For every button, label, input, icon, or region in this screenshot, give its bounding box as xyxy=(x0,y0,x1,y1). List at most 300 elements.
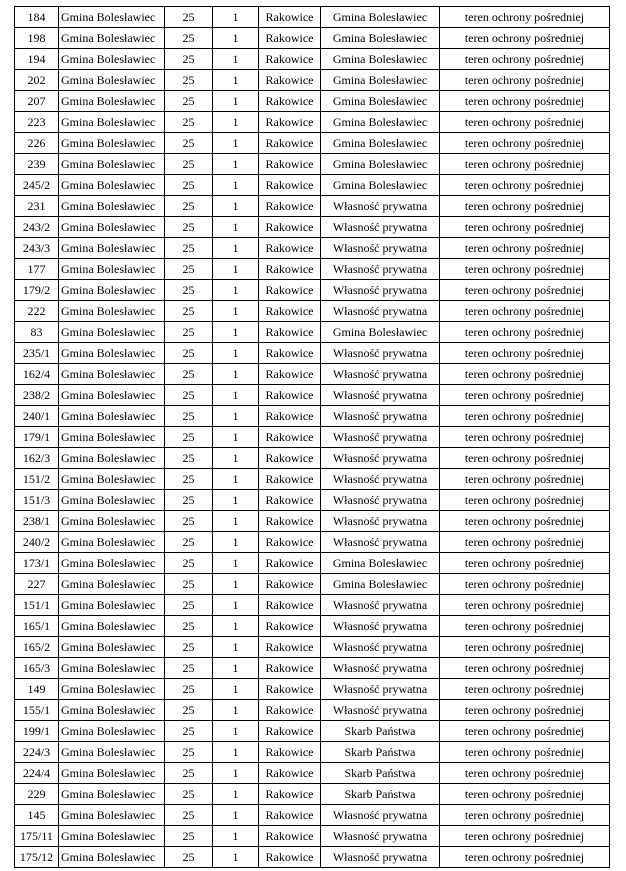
parcel-number-cell: 194 xyxy=(15,49,59,70)
parcel-number-cell: 223 xyxy=(15,112,59,133)
locality-cell: Rakowice xyxy=(259,805,321,826)
parcel-number-cell: 179/1 xyxy=(15,427,59,448)
parcel-number-cell: 177 xyxy=(15,259,59,280)
locality-cell: Rakowice xyxy=(259,154,321,175)
zone-cell: 1 xyxy=(213,847,259,868)
parcel-number-cell: 165/1 xyxy=(15,616,59,637)
protection-area-cell: teren ochrony pośredniej xyxy=(440,637,610,658)
locality-cell: Rakowice xyxy=(259,574,321,595)
locality-cell: Rakowice xyxy=(259,301,321,322)
parcel-number-cell: 151/2 xyxy=(15,469,59,490)
locality-cell: Rakowice xyxy=(259,259,321,280)
precinct-cell: 25 xyxy=(165,847,213,868)
protection-area-cell: teren ochrony pośredniej xyxy=(440,49,610,70)
locality-cell: Rakowice xyxy=(259,133,321,154)
protection-area-cell: teren ochrony pośredniej xyxy=(440,280,610,301)
parcel-number-cell: 199/1 xyxy=(15,721,59,742)
locality-cell: Rakowice xyxy=(259,175,321,196)
ownership-cell: Gmina Bolesławiec xyxy=(321,49,440,70)
table-row xyxy=(15,196,610,217)
locality-cell: Rakowice xyxy=(259,385,321,406)
zone-cell: 1 xyxy=(213,70,259,91)
precinct-cell: 25 xyxy=(165,175,213,196)
precinct-cell: 25 xyxy=(165,763,213,784)
zone-cell: 1 xyxy=(213,49,259,70)
locality-cell: Rakowice xyxy=(259,511,321,532)
municipality-cell: Gmina Bolesławiec xyxy=(59,700,165,721)
municipality-cell: Gmina Bolesławiec xyxy=(59,385,165,406)
protection-area-cell: teren ochrony pośredniej xyxy=(440,133,610,154)
protection-area-cell: teren ochrony pośredniej xyxy=(440,553,610,574)
municipality-cell: Gmina Bolesławiec xyxy=(59,616,165,637)
ownership-cell: Gmina Bolesławiec xyxy=(321,91,440,112)
ownership-cell: Własność prywatna xyxy=(321,427,440,448)
precinct-cell: 25 xyxy=(165,532,213,553)
table-row xyxy=(15,805,610,826)
precinct-cell: 25 xyxy=(165,616,213,637)
ownership-cell: Własność prywatna xyxy=(321,595,440,616)
precinct-cell: 25 xyxy=(165,322,213,343)
precinct-cell: 25 xyxy=(165,721,213,742)
parcel-number-cell: 145 xyxy=(15,805,59,826)
zone-cell: 1 xyxy=(213,154,259,175)
parcel-number-cell: 162/3 xyxy=(15,448,59,469)
protection-area-cell: teren ochrony pośredniej xyxy=(440,427,610,448)
ownership-cell: Własność prywatna xyxy=(321,511,440,532)
zone-cell: 1 xyxy=(213,7,259,28)
municipality-cell: Gmina Bolesławiec xyxy=(59,763,165,784)
table-row xyxy=(15,91,610,112)
ownership-cell: Gmina Bolesławiec xyxy=(321,154,440,175)
parcel-number-cell: 243/2 xyxy=(15,217,59,238)
table-row xyxy=(15,763,610,784)
protection-area-cell: teren ochrony pośredniej xyxy=(440,385,610,406)
municipality-cell: Gmina Bolesławiec xyxy=(59,469,165,490)
zone-cell: 1 xyxy=(213,28,259,49)
protection-area-cell: teren ochrony pośredniej xyxy=(440,763,610,784)
precinct-cell: 25 xyxy=(165,217,213,238)
precinct-cell: 25 xyxy=(165,112,213,133)
table-row xyxy=(15,385,610,406)
locality-cell: Rakowice xyxy=(259,322,321,343)
precinct-cell: 25 xyxy=(165,784,213,805)
zone-cell: 1 xyxy=(213,742,259,763)
zone-cell: 1 xyxy=(213,763,259,784)
municipality-cell: Gmina Bolesławiec xyxy=(59,406,165,427)
locality-cell: Rakowice xyxy=(259,238,321,259)
parcel-number-cell: 207 xyxy=(15,91,59,112)
table-row xyxy=(15,469,610,490)
protection-area-cell: teren ochrony pośredniej xyxy=(440,658,610,679)
parcel-number-cell: 238/2 xyxy=(15,385,59,406)
parcel-number-cell: 235/1 xyxy=(15,343,59,364)
ownership-cell: Własność prywatna xyxy=(321,196,440,217)
municipality-cell: Gmina Bolesławiec xyxy=(59,70,165,91)
municipality-cell: Gmina Bolesławiec xyxy=(59,574,165,595)
protection-area-cell: teren ochrony pośredniej xyxy=(440,28,610,49)
table-row xyxy=(15,406,610,427)
municipality-cell: Gmina Bolesławiec xyxy=(59,364,165,385)
table-row xyxy=(15,679,610,700)
municipality-cell: Gmina Bolesławiec xyxy=(59,553,165,574)
locality-cell: Rakowice xyxy=(259,28,321,49)
table-row xyxy=(15,364,610,385)
table-row xyxy=(15,448,610,469)
protection-area-cell: teren ochrony pośredniej xyxy=(440,826,610,847)
ownership-cell: Własność prywatna xyxy=(321,343,440,364)
table-row xyxy=(15,595,610,616)
parcel-number-cell: 202 xyxy=(15,70,59,91)
ownership-cell: Skarb Państwa xyxy=(321,763,440,784)
protection-area-cell: teren ochrony pośredniej xyxy=(440,805,610,826)
parcel-number-cell: 240/2 xyxy=(15,532,59,553)
municipality-cell: Gmina Bolesławiec xyxy=(59,427,165,448)
protection-area-cell: teren ochrony pośredniej xyxy=(440,7,610,28)
ownership-cell: Gmina Bolesławiec xyxy=(321,7,440,28)
parcel-number-cell: 198 xyxy=(15,28,59,49)
locality-cell: Rakowice xyxy=(259,721,321,742)
protection-area-cell: teren ochrony pośredniej xyxy=(440,784,610,805)
ownership-cell: Własność prywatna xyxy=(321,532,440,553)
municipality-cell: Gmina Bolesławiec xyxy=(59,784,165,805)
parcel-number-cell: 155/1 xyxy=(15,700,59,721)
zone-cell: 1 xyxy=(213,616,259,637)
parcel-number-cell: 243/3 xyxy=(15,238,59,259)
precinct-cell: 25 xyxy=(165,70,213,91)
protection-area-cell: teren ochrony pośredniej xyxy=(440,532,610,553)
precinct-cell: 25 xyxy=(165,427,213,448)
locality-cell: Rakowice xyxy=(259,847,321,868)
locality-cell: Rakowice xyxy=(259,427,321,448)
table-row xyxy=(15,301,610,322)
municipality-cell: Gmina Bolesławiec xyxy=(59,637,165,658)
table-row xyxy=(15,133,610,154)
municipality-cell: Gmina Bolesławiec xyxy=(59,175,165,196)
municipality-cell: Gmina Bolesławiec xyxy=(59,826,165,847)
parcel-number-cell: 173/1 xyxy=(15,553,59,574)
parcel-number-cell: 184 xyxy=(15,7,59,28)
municipality-cell: Gmina Bolesławiec xyxy=(59,154,165,175)
municipality-cell: Gmina Bolesławiec xyxy=(59,7,165,28)
ownership-cell: Własność prywatna xyxy=(321,490,440,511)
table-row xyxy=(15,700,610,721)
protection-area-cell: teren ochrony pośredniej xyxy=(440,238,610,259)
parcel-table-body xyxy=(15,7,610,868)
locality-cell: Rakowice xyxy=(259,784,321,805)
protection-area-cell: teren ochrony pośredniej xyxy=(440,595,610,616)
parcel-number-cell: 229 xyxy=(15,784,59,805)
locality-cell: Rakowice xyxy=(259,70,321,91)
zone-cell: 1 xyxy=(213,196,259,217)
table-row xyxy=(15,490,610,511)
locality-cell: Rakowice xyxy=(259,763,321,784)
protection-area-cell: teren ochrony pośredniej xyxy=(440,616,610,637)
municipality-cell: Gmina Bolesławiec xyxy=(59,658,165,679)
precinct-cell: 25 xyxy=(165,406,213,427)
ownership-cell: Gmina Bolesławiec xyxy=(321,175,440,196)
protection-area-cell: teren ochrony pośredniej xyxy=(440,364,610,385)
municipality-cell: Gmina Bolesławiec xyxy=(59,448,165,469)
precinct-cell: 25 xyxy=(165,91,213,112)
protection-area-cell: teren ochrony pośredniej xyxy=(440,847,610,868)
table-row xyxy=(15,7,610,28)
ownership-cell: Własność prywatna xyxy=(321,469,440,490)
locality-cell: Rakowice xyxy=(259,595,321,616)
parcel-number-cell: 162/4 xyxy=(15,364,59,385)
locality-cell: Rakowice xyxy=(259,616,321,637)
ownership-cell: Własność prywatna xyxy=(321,385,440,406)
table-row xyxy=(15,49,610,70)
ownership-cell: Własność prywatna xyxy=(321,259,440,280)
municipality-cell: Gmina Bolesławiec xyxy=(59,490,165,511)
ownership-cell: Skarb Państwa xyxy=(321,721,440,742)
municipality-cell: Gmina Bolesławiec xyxy=(59,322,165,343)
protection-area-cell: teren ochrony pośredniej xyxy=(440,301,610,322)
precinct-cell: 25 xyxy=(165,679,213,700)
precinct-cell: 25 xyxy=(165,238,213,259)
locality-cell: Rakowice xyxy=(259,532,321,553)
ownership-cell: Gmina Bolesławiec xyxy=(321,133,440,154)
municipality-cell: Gmina Bolesławiec xyxy=(59,742,165,763)
ownership-cell: Własność prywatna xyxy=(321,301,440,322)
parcel-table xyxy=(14,6,610,868)
precinct-cell: 25 xyxy=(165,385,213,406)
zone-cell: 1 xyxy=(213,259,259,280)
zone-cell: 1 xyxy=(213,637,259,658)
parcel-number-cell: 238/1 xyxy=(15,511,59,532)
zone-cell: 1 xyxy=(213,427,259,448)
locality-cell: Rakowice xyxy=(259,91,321,112)
precinct-cell: 25 xyxy=(165,301,213,322)
zone-cell: 1 xyxy=(213,406,259,427)
parcel-number-cell: 151/1 xyxy=(15,595,59,616)
zone-cell: 1 xyxy=(213,112,259,133)
parcel-number-cell: 226 xyxy=(15,133,59,154)
municipality-cell: Gmina Bolesławiec xyxy=(59,280,165,301)
precinct-cell: 25 xyxy=(165,448,213,469)
protection-area-cell: teren ochrony pośredniej xyxy=(440,175,610,196)
protection-area-cell: teren ochrony pośredniej xyxy=(440,406,610,427)
locality-cell: Rakowice xyxy=(259,490,321,511)
ownership-cell: Własność prywatna xyxy=(321,238,440,259)
table-row xyxy=(15,742,610,763)
precinct-cell: 25 xyxy=(165,700,213,721)
ownership-cell: Własność prywatna xyxy=(321,448,440,469)
zone-cell: 1 xyxy=(213,490,259,511)
ownership-cell: Własność prywatna xyxy=(321,616,440,637)
zone-cell: 1 xyxy=(213,91,259,112)
parcel-number-cell: 239 xyxy=(15,154,59,175)
municipality-cell: Gmina Bolesławiec xyxy=(59,511,165,532)
table-row xyxy=(15,784,610,805)
protection-area-cell: teren ochrony pośredniej xyxy=(440,112,610,133)
ownership-cell: Gmina Bolesławiec xyxy=(321,574,440,595)
precinct-cell: 25 xyxy=(165,259,213,280)
locality-cell: Rakowice xyxy=(259,406,321,427)
protection-area-cell: teren ochrony pośredniej xyxy=(440,196,610,217)
table-row xyxy=(15,637,610,658)
zone-cell: 1 xyxy=(213,448,259,469)
ownership-cell: Własność prywatna xyxy=(321,679,440,700)
protection-area-cell: teren ochrony pośredniej xyxy=(440,511,610,532)
protection-area-cell: teren ochrony pośredniej xyxy=(440,469,610,490)
locality-cell: Rakowice xyxy=(259,217,321,238)
locality-cell: Rakowice xyxy=(259,826,321,847)
precinct-cell: 25 xyxy=(165,742,213,763)
ownership-cell: Własność prywatna xyxy=(321,364,440,385)
zone-cell: 1 xyxy=(213,595,259,616)
table-row xyxy=(15,322,610,343)
table-row xyxy=(15,511,610,532)
protection-area-cell: teren ochrony pośredniej xyxy=(440,700,610,721)
table-row xyxy=(15,70,610,91)
locality-cell: Rakowice xyxy=(259,679,321,700)
parcel-number-cell: 179/2 xyxy=(15,280,59,301)
precinct-cell: 25 xyxy=(165,553,213,574)
table-row xyxy=(15,154,610,175)
municipality-cell: Gmina Bolesławiec xyxy=(59,343,165,364)
table-row xyxy=(15,259,610,280)
ownership-cell: Gmina Bolesławiec xyxy=(321,28,440,49)
parcel-number-cell: 222 xyxy=(15,301,59,322)
locality-cell: Rakowice xyxy=(259,7,321,28)
municipality-cell: Gmina Bolesławiec xyxy=(59,91,165,112)
zone-cell: 1 xyxy=(213,700,259,721)
parcel-number-cell: 151/3 xyxy=(15,490,59,511)
protection-area-cell: teren ochrony pośredniej xyxy=(440,490,610,511)
ownership-cell: Własność prywatna xyxy=(321,826,440,847)
table-row xyxy=(15,112,610,133)
table-row xyxy=(15,280,610,301)
precinct-cell: 25 xyxy=(165,343,213,364)
ownership-cell: Własność prywatna xyxy=(321,847,440,868)
parcel-number-cell: 175/11 xyxy=(15,826,59,847)
precinct-cell: 25 xyxy=(165,28,213,49)
zone-cell: 1 xyxy=(213,826,259,847)
ownership-cell: Skarb Państwa xyxy=(321,742,440,763)
zone-cell: 1 xyxy=(213,553,259,574)
precinct-cell: 25 xyxy=(165,511,213,532)
municipality-cell: Gmina Bolesławiec xyxy=(59,112,165,133)
parcel-number-cell: 83 xyxy=(15,322,59,343)
parcel-number-cell: 231 xyxy=(15,196,59,217)
protection-area-cell: teren ochrony pośredniej xyxy=(440,259,610,280)
locality-cell: Rakowice xyxy=(259,280,321,301)
zone-cell: 1 xyxy=(213,238,259,259)
parcel-number-cell: 224/4 xyxy=(15,763,59,784)
table-row xyxy=(15,343,610,364)
ownership-cell: Gmina Bolesławiec xyxy=(321,112,440,133)
zone-cell: 1 xyxy=(213,217,259,238)
table-row xyxy=(15,553,610,574)
municipality-cell: Gmina Bolesławiec xyxy=(59,679,165,700)
precinct-cell: 25 xyxy=(165,805,213,826)
zone-cell: 1 xyxy=(213,364,259,385)
precinct-cell: 25 xyxy=(165,637,213,658)
municipality-cell: Gmina Bolesławiec xyxy=(59,847,165,868)
protection-area-cell: teren ochrony pośredniej xyxy=(440,70,610,91)
municipality-cell: Gmina Bolesławiec xyxy=(59,259,165,280)
locality-cell: Rakowice xyxy=(259,112,321,133)
zone-cell: 1 xyxy=(213,784,259,805)
municipality-cell: Gmina Bolesławiec xyxy=(59,28,165,49)
precinct-cell: 25 xyxy=(165,364,213,385)
precinct-cell: 25 xyxy=(165,154,213,175)
table-row xyxy=(15,238,610,259)
locality-cell: Rakowice xyxy=(259,469,321,490)
municipality-cell: Gmina Bolesławiec xyxy=(59,301,165,322)
protection-area-cell: teren ochrony pośredniej xyxy=(440,343,610,364)
zone-cell: 1 xyxy=(213,469,259,490)
locality-cell: Rakowice xyxy=(259,700,321,721)
ownership-cell: Gmina Bolesławiec xyxy=(321,70,440,91)
zone-cell: 1 xyxy=(213,532,259,553)
municipality-cell: Gmina Bolesławiec xyxy=(59,805,165,826)
parcel-number-cell: 245/2 xyxy=(15,175,59,196)
protection-area-cell: teren ochrony pośredniej xyxy=(440,448,610,469)
parcel-number-cell: 165/2 xyxy=(15,637,59,658)
locality-cell: Rakowice xyxy=(259,658,321,679)
municipality-cell: Gmina Bolesławiec xyxy=(59,595,165,616)
zone-cell: 1 xyxy=(213,385,259,406)
municipality-cell: Gmina Bolesławiec xyxy=(59,217,165,238)
ownership-cell: Skarb Państwa xyxy=(321,784,440,805)
ownership-cell: Gmina Bolesławiec xyxy=(321,322,440,343)
zone-cell: 1 xyxy=(213,280,259,301)
parcel-number-cell: 175/12 xyxy=(15,847,59,868)
zone-cell: 1 xyxy=(213,301,259,322)
precinct-cell: 25 xyxy=(165,658,213,679)
zone-cell: 1 xyxy=(213,721,259,742)
locality-cell: Rakowice xyxy=(259,448,321,469)
locality-cell: Rakowice xyxy=(259,637,321,658)
zone-cell: 1 xyxy=(213,133,259,154)
precinct-cell: 25 xyxy=(165,133,213,154)
locality-cell: Rakowice xyxy=(259,49,321,70)
parcel-number-cell: 240/1 xyxy=(15,406,59,427)
precinct-cell: 25 xyxy=(165,574,213,595)
ownership-cell: Własność prywatna xyxy=(321,700,440,721)
locality-cell: Rakowice xyxy=(259,553,321,574)
zone-cell: 1 xyxy=(213,574,259,595)
ownership-cell: Własność prywatna xyxy=(321,658,440,679)
municipality-cell: Gmina Bolesławiec xyxy=(59,196,165,217)
parcel-number-cell: 224/3 xyxy=(15,742,59,763)
locality-cell: Rakowice xyxy=(259,364,321,385)
table-row xyxy=(15,532,610,553)
protection-area-cell: teren ochrony pośredniej xyxy=(440,574,610,595)
zone-cell: 1 xyxy=(213,322,259,343)
ownership-cell: Własność prywatna xyxy=(321,637,440,658)
ownership-cell: Własność prywatna xyxy=(321,406,440,427)
municipality-cell: Gmina Bolesławiec xyxy=(59,49,165,70)
precinct-cell: 25 xyxy=(165,7,213,28)
locality-cell: Rakowice xyxy=(259,742,321,763)
parcel-number-cell: 149 xyxy=(15,679,59,700)
table-row xyxy=(15,28,610,49)
zone-cell: 1 xyxy=(213,679,259,700)
protection-area-cell: teren ochrony pośredniej xyxy=(440,217,610,238)
precinct-cell: 25 xyxy=(165,49,213,70)
protection-area-cell: teren ochrony pośredniej xyxy=(440,742,610,763)
precinct-cell: 25 xyxy=(165,469,213,490)
zone-cell: 1 xyxy=(213,805,259,826)
locality-cell: Rakowice xyxy=(259,343,321,364)
precinct-cell: 25 xyxy=(165,595,213,616)
table-row xyxy=(15,217,610,238)
zone-cell: 1 xyxy=(213,343,259,364)
table-row xyxy=(15,826,610,847)
